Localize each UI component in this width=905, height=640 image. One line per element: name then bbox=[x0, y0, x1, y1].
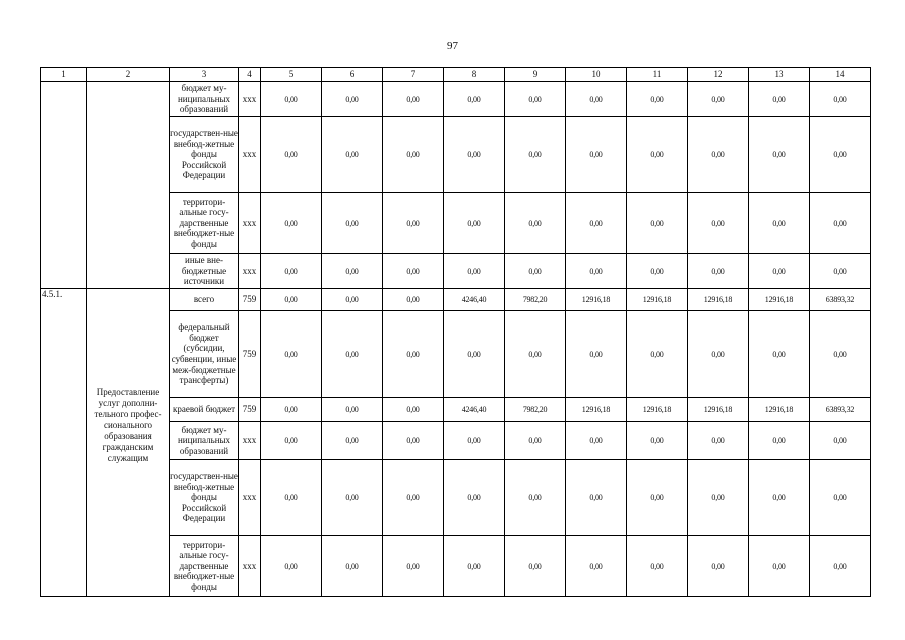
amount-cell: 0,00 bbox=[261, 82, 322, 117]
amount-cell: 12916,18 bbox=[566, 398, 627, 422]
amount-cell: 0,00 bbox=[383, 398, 444, 422]
amount-cell: 0,00 bbox=[688, 422, 749, 460]
amount-cell: 0,00 bbox=[505, 193, 566, 254]
program-name-cell bbox=[87, 289, 170, 597]
amount-cell: 0,00 bbox=[444, 82, 505, 117]
amount-cell: 0,00 bbox=[566, 254, 627, 289]
amount-cell: 0,00 bbox=[322, 289, 383, 311]
amount-cell: 0,00 bbox=[505, 311, 566, 398]
amount-cell: 0,00 bbox=[383, 422, 444, 460]
column-header: 10 bbox=[566, 68, 627, 82]
amount-cell: 0,00 bbox=[810, 311, 871, 398]
funding-source: федеральный бюджет (субсидии, субвенции, иные меж-бюджетные трансферты) bbox=[170, 311, 239, 398]
budget-code: 759 bbox=[239, 289, 261, 311]
amount-cell: 0,00 bbox=[749, 117, 810, 193]
column-header: 8 bbox=[444, 68, 505, 82]
amount-cell: 0,00 bbox=[383, 311, 444, 398]
funding-source: территори-альные госу-дарственные внебюджет-ные фонды bbox=[170, 536, 239, 597]
budget-code: 759 bbox=[239, 398, 261, 422]
amount-cell: 0,00 bbox=[688, 536, 749, 597]
column-header: 3 bbox=[170, 68, 239, 82]
amount-cell: 12916,18 bbox=[749, 398, 810, 422]
program-code: 4.5.1. bbox=[41, 289, 87, 597]
amount-cell: 0,00 bbox=[444, 193, 505, 254]
amount-cell: 0,00 bbox=[627, 82, 688, 117]
table-row bbox=[41, 82, 871, 117]
amount-cell: 0,00 bbox=[627, 536, 688, 597]
budget-code: ххх bbox=[239, 82, 261, 117]
amount-cell: 12916,18 bbox=[688, 289, 749, 311]
column-header: 2 bbox=[87, 68, 170, 82]
amount-cell: 0,00 bbox=[383, 117, 444, 193]
amount-cell: 0,00 bbox=[261, 311, 322, 398]
amount-cell: 0,00 bbox=[444, 117, 505, 193]
page-number: 97 bbox=[447, 40, 458, 52]
budget-code: ххх bbox=[239, 536, 261, 597]
amount-cell: 0,00 bbox=[810, 536, 871, 597]
column-header: 12 bbox=[688, 68, 749, 82]
funding-source: государствен-ные внебюд-жетные фонды Российской Федерации bbox=[170, 117, 239, 193]
column-header: 7 bbox=[383, 68, 444, 82]
amount-cell: 0,00 bbox=[627, 460, 688, 536]
amount-cell: 4246,40 bbox=[444, 289, 505, 311]
amount-cell: 0,00 bbox=[810, 460, 871, 536]
amount-cell: 0,00 bbox=[627, 254, 688, 289]
amount-cell: 0,00 bbox=[322, 254, 383, 289]
amount-cell: 0,00 bbox=[627, 193, 688, 254]
amount-cell: 0,00 bbox=[749, 311, 810, 398]
amount-cell: 0,00 bbox=[444, 311, 505, 398]
budget-code: ххх bbox=[239, 422, 261, 460]
amount-cell: 0,00 bbox=[810, 117, 871, 193]
column-header: 4 bbox=[239, 68, 261, 82]
amount-cell: 0,00 bbox=[566, 193, 627, 254]
program-name-cell bbox=[87, 82, 170, 289]
amount-cell: 0,00 bbox=[749, 460, 810, 536]
amount-cell: 0,00 bbox=[505, 82, 566, 117]
amount-cell: 12916,18 bbox=[688, 398, 749, 422]
amount-cell: 0,00 bbox=[261, 398, 322, 422]
amount-cell: 0,00 bbox=[261, 254, 322, 289]
table-body bbox=[41, 68, 871, 597]
amount-cell: 63893,32 bbox=[810, 398, 871, 422]
header-row bbox=[41, 68, 871, 82]
amount-cell: 0,00 bbox=[444, 254, 505, 289]
program-code-cell bbox=[41, 82, 87, 289]
column-header: 1 bbox=[41, 68, 87, 82]
budget-code: ххх bbox=[239, 254, 261, 289]
column-header: 5 bbox=[261, 68, 322, 82]
budget-code: ххх bbox=[239, 193, 261, 254]
amount-cell: 0,00 bbox=[261, 536, 322, 597]
amount-cell: 0,00 bbox=[566, 536, 627, 597]
amount-cell: 4246,40 bbox=[444, 398, 505, 422]
funding-source: бюджет му-ниципальных образований bbox=[170, 422, 239, 460]
amount-cell: 0,00 bbox=[322, 193, 383, 254]
amount-cell: 0,00 bbox=[749, 82, 810, 117]
amount-cell: 0,00 bbox=[322, 536, 383, 597]
amount-cell: 12916,18 bbox=[627, 289, 688, 311]
funding-source: иные вне-бюджетные источники bbox=[170, 254, 239, 289]
amount-cell: 0,00 bbox=[688, 254, 749, 289]
budget-code: ххх bbox=[239, 117, 261, 193]
amount-cell: 0,00 bbox=[749, 536, 810, 597]
amount-cell: 0,00 bbox=[566, 422, 627, 460]
amount-cell: 0,00 bbox=[322, 82, 383, 117]
amount-cell: 0,00 bbox=[444, 422, 505, 460]
amount-cell: 0,00 bbox=[322, 311, 383, 398]
amount-cell: 0,00 bbox=[749, 254, 810, 289]
amount-cell: 0,00 bbox=[566, 82, 627, 117]
funding-source: государствен-ные внебюд-жетные фонды Российской Федерации bbox=[170, 460, 239, 536]
program-name: Предоставление услуг дополни-тельного профес-сионального образования гражданским служащим bbox=[94, 387, 162, 463]
amount-cell: 0,00 bbox=[627, 311, 688, 398]
amount-cell: 0,00 bbox=[566, 460, 627, 536]
amount-cell: 0,00 bbox=[688, 460, 749, 536]
amount-cell: 0,00 bbox=[627, 117, 688, 193]
budget-code: ххх bbox=[239, 460, 261, 536]
amount-cell: 0,00 bbox=[810, 82, 871, 117]
budget-code: 759 bbox=[239, 311, 261, 398]
amount-cell: 0,00 bbox=[261, 117, 322, 193]
amount-cell: 12916,18 bbox=[566, 289, 627, 311]
amount-cell: 0,00 bbox=[444, 460, 505, 536]
funding-source: бюджет му-ниципальных образований bbox=[170, 82, 239, 117]
amount-cell: 0,00 bbox=[688, 193, 749, 254]
column-header: 13 bbox=[749, 68, 810, 82]
amount-cell: 0,00 bbox=[383, 289, 444, 311]
amount-cell: 0,00 bbox=[261, 193, 322, 254]
amount-cell: 0,00 bbox=[261, 460, 322, 536]
amount-cell: 12916,18 bbox=[627, 398, 688, 422]
amount-cell: 0,00 bbox=[627, 422, 688, 460]
amount-cell: 0,00 bbox=[505, 117, 566, 193]
amount-cell: 0,00 bbox=[688, 117, 749, 193]
amount-cell: 0,00 bbox=[688, 311, 749, 398]
column-header: 11 bbox=[627, 68, 688, 82]
amount-cell: 0,00 bbox=[444, 536, 505, 597]
amount-cell: 0,00 bbox=[810, 193, 871, 254]
amount-cell: 0,00 bbox=[566, 117, 627, 193]
amount-cell: 0,00 bbox=[383, 193, 444, 254]
amount-cell: 0,00 bbox=[505, 460, 566, 536]
column-header: 9 bbox=[505, 68, 566, 82]
amount-cell: 7982,20 bbox=[505, 289, 566, 311]
amount-cell: 0,00 bbox=[505, 536, 566, 597]
amount-cell: 0,00 bbox=[383, 254, 444, 289]
amount-cell: 0,00 bbox=[810, 422, 871, 460]
amount-cell: 0,00 bbox=[261, 422, 322, 460]
amount-cell: 0,00 bbox=[322, 398, 383, 422]
amount-cell: 0,00 bbox=[810, 254, 871, 289]
amount-cell: 0,00 bbox=[383, 460, 444, 536]
amount-cell: 0,00 bbox=[322, 422, 383, 460]
amount-cell: 0,00 bbox=[322, 117, 383, 193]
funding-source: краевой бюджет bbox=[170, 398, 239, 422]
funding-source: территори-альные госу-дарственные внебюджет-ные фонды bbox=[170, 193, 239, 254]
table-row bbox=[41, 289, 871, 311]
amount-cell: 0,00 bbox=[322, 460, 383, 536]
amount-cell: 0,00 bbox=[566, 311, 627, 398]
amount-cell: 0,00 bbox=[383, 82, 444, 117]
amount-cell: 7982,20 bbox=[505, 398, 566, 422]
amount-cell: 0,00 bbox=[749, 422, 810, 460]
amount-cell: 0,00 bbox=[505, 254, 566, 289]
amount-cell: 0,00 bbox=[505, 422, 566, 460]
amount-cell: 0,00 bbox=[261, 289, 322, 311]
amount-cell: 63893,32 bbox=[810, 289, 871, 311]
budget-table bbox=[40, 67, 871, 597]
amount-cell: 0,00 bbox=[688, 82, 749, 117]
amount-cell: 12916,18 bbox=[749, 289, 810, 311]
column-header: 6 bbox=[322, 68, 383, 82]
amount-cell: 0,00 bbox=[749, 193, 810, 254]
funding-source: всего bbox=[170, 289, 239, 311]
column-header: 14 bbox=[810, 68, 871, 82]
amount-cell: 0,00 bbox=[383, 536, 444, 597]
